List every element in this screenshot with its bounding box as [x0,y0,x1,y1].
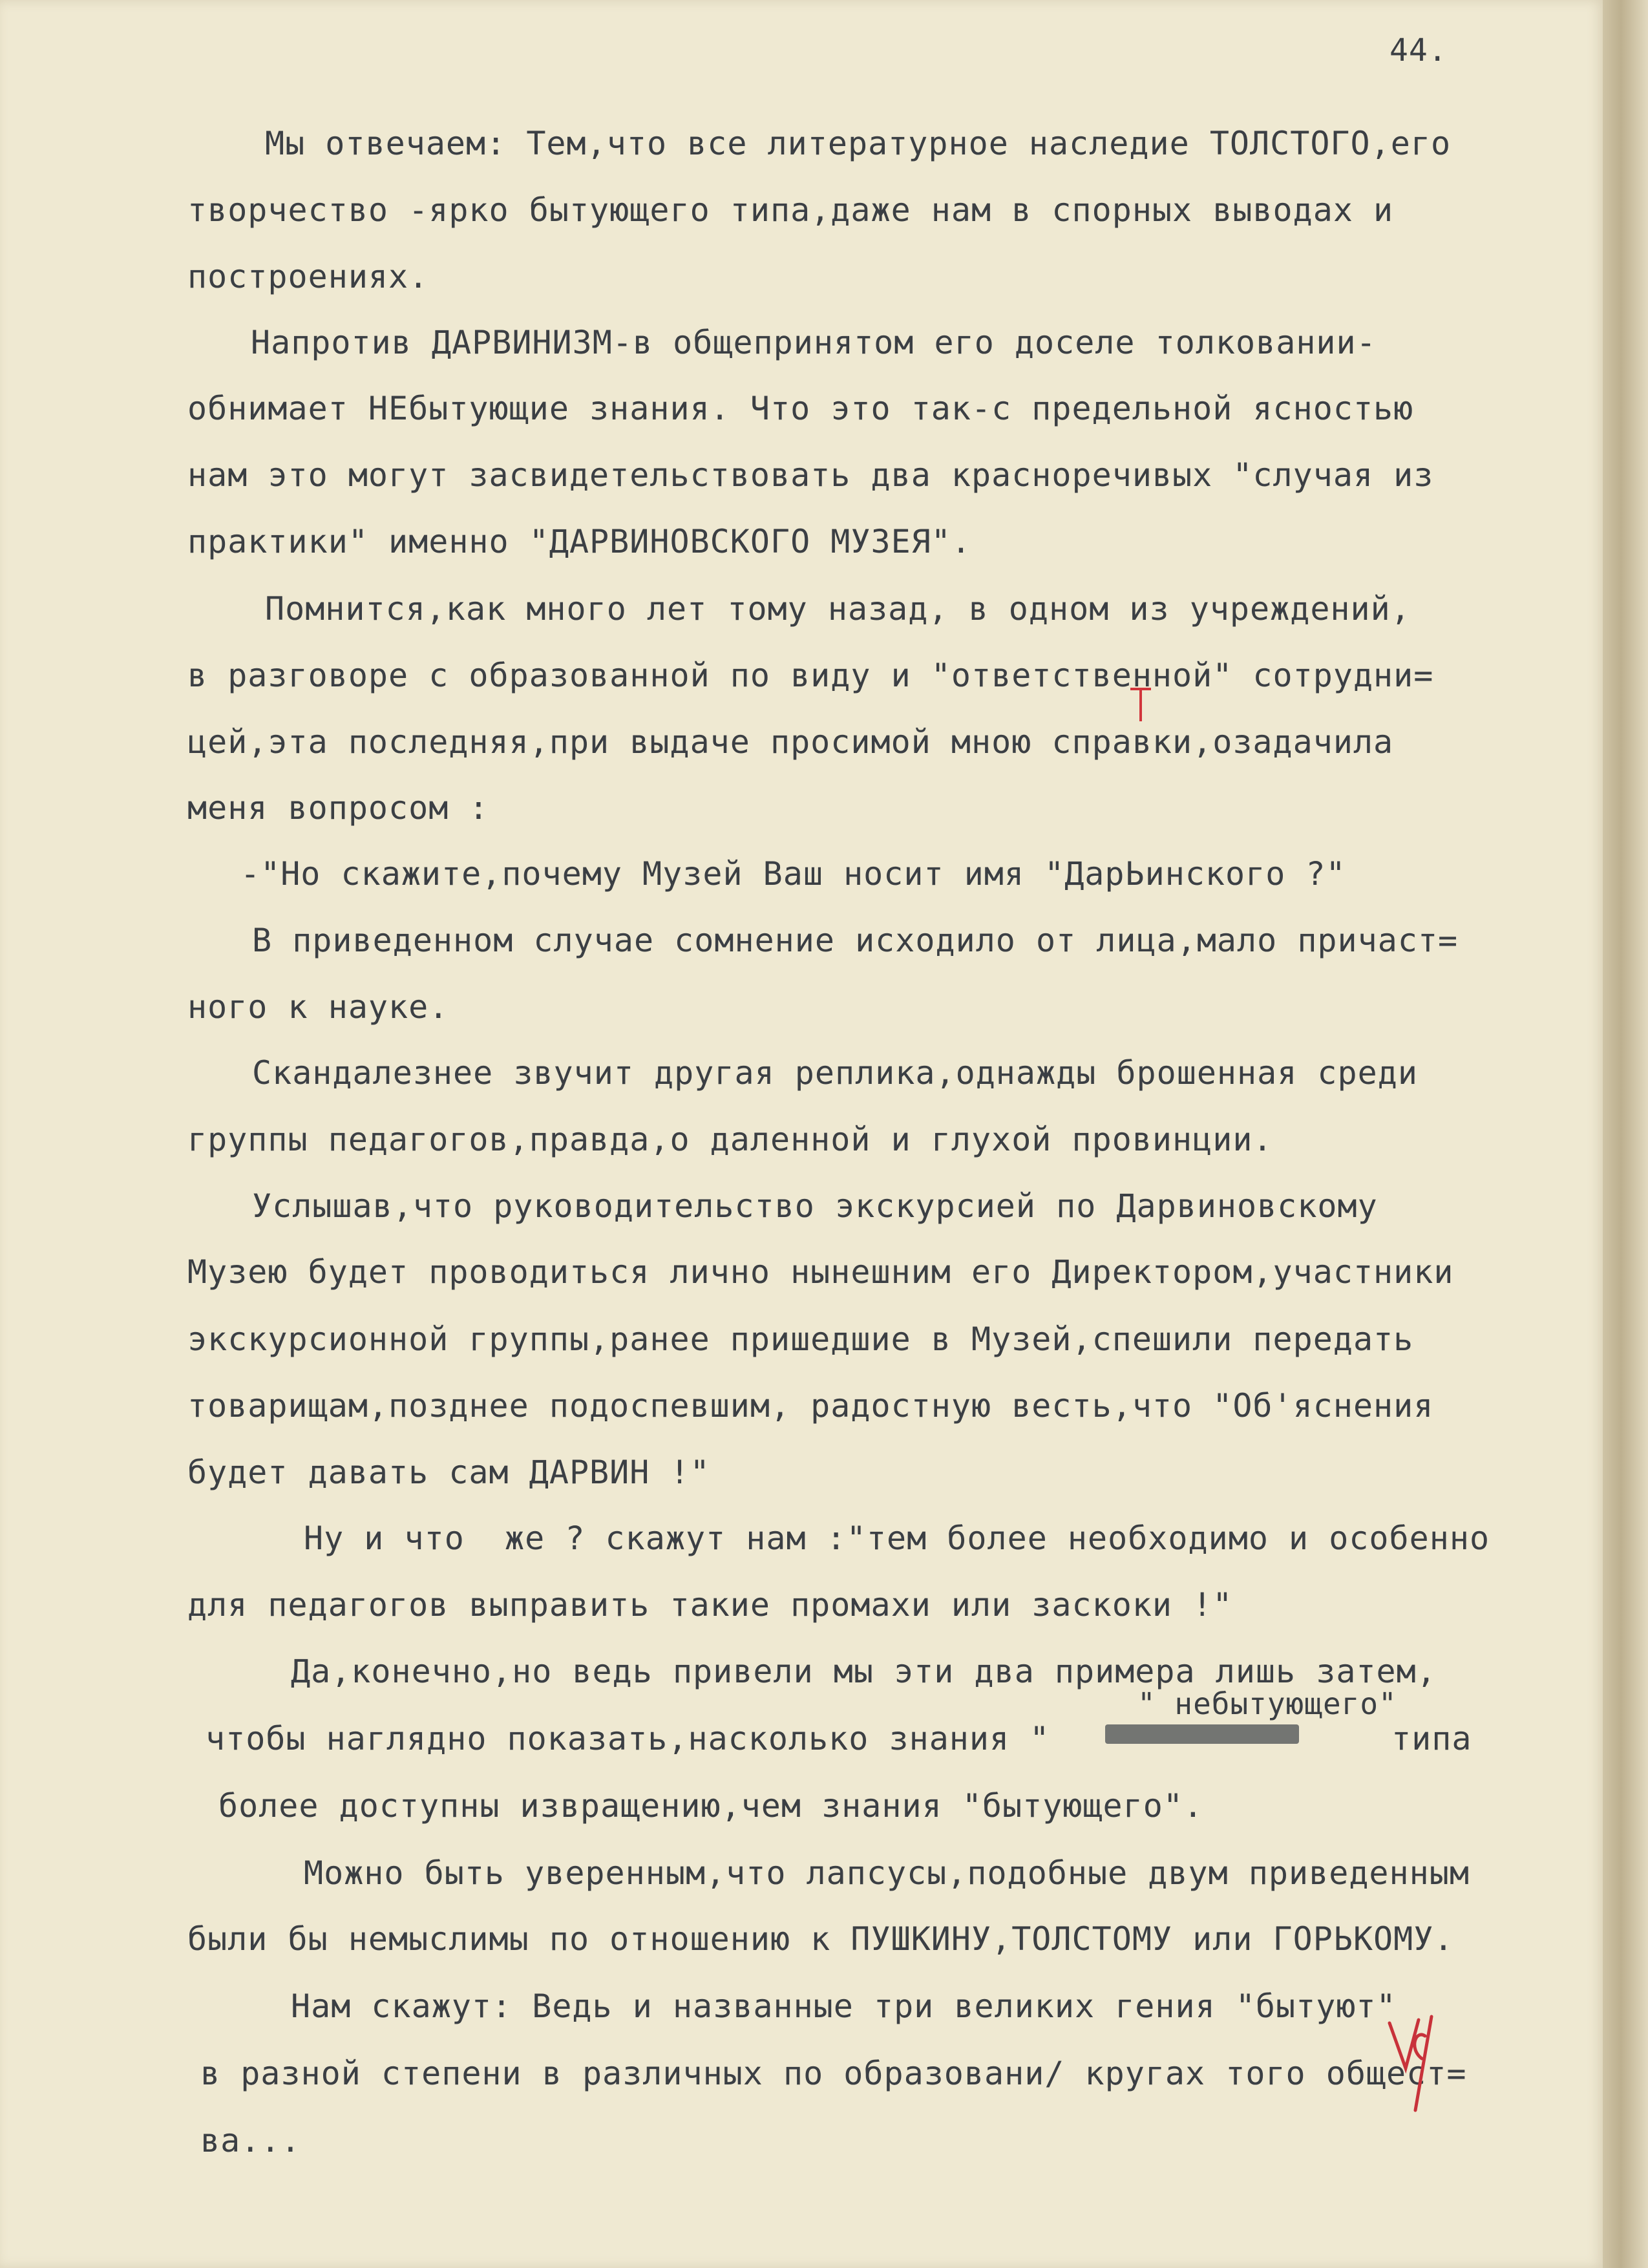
text-line-17: Услышав,что руководительство экскурсией по Дарвиновскому [252,1187,1378,1225]
text-line-7: практики" именно "ДАРВИНОВСКОГО МУЗЕЯ". [187,523,971,560]
text-line-1: Мы отвечаем: Тем,что все литературное наследие ТОЛСТОГО,его [265,125,1452,162]
text-line-24: Да,конечно,но ведь привели мы эти два примера лишь затем, [291,1653,1437,1690]
text-line-28: были бы немыслимы по отношению к ПУШКИНУ,ТОЛСТОМУ или ГОРЬКОМУ. [187,1920,1454,1958]
text-line-4: Напротив ДАРВИНИЗМ-в общепринятом его доселе толковании- [251,324,1377,361]
page-number: 44. [1389,32,1448,69]
text-line-16: группы педагогов,правда,о даленной и глухой провинции. [187,1121,1273,1158]
text-line-29: Нам скажут: Ведь и названные три великих гения "бытуют" [291,1987,1397,2025]
text-line-6: нам это могут засвидетельствовать два красноречивых "случая из [187,456,1434,494]
text-line-9: в разговоре с образованной по виду и "ответственной" сотрудни= [187,657,1434,694]
text-line-27: Можно быть уверенным,что лапсусы,подобные двум приведенным [304,1854,1470,1892]
text-line-31: ва... [200,2122,301,2159]
page-edge [1603,0,1648,2268]
text-line-3: построениях. [187,258,429,295]
insertion-above-line: " небытующего" [1137,1686,1397,1721]
text-line-25: чтобы наглядно показать,насколько знания " типа [206,1720,1472,1757]
text-line-13: В приведенном случае сомнение исходило от лица,мало причаст= [252,922,1459,959]
text-line-2: творчество -ярко бытующего типа,даже нам в спорных выводах и [187,191,1394,229]
text-line-8: Помнится,как много лет тому назад, в одном из учреждений, [265,590,1411,628]
text-line-22: Ну и что же ? скажут нам :"тем более необходимо и особенно [304,1520,1490,1557]
text-line-5: обнимает НЕбытующие знания. Что это так-с предельной ясностью [187,390,1414,427]
text-line-18: Музею будет проводиться лично нынешним его Директором,участники [187,1253,1454,1291]
text-line-21: будет давать сам ДАРВИН !" [187,1454,710,1491]
text-line-26: более доступны извращению,чем знания "бытующего". [218,1787,1204,1825]
red-correction-mark-icon [1128,685,1154,724]
text-line-14: ного к науке. [187,988,449,1026]
text-line-10: цей,эта последняя,при выдаче просимой мною справки,озадачила [187,723,1394,761]
text-line-30: в разной степени в различных по образовани/ кругах того общест= [200,2055,1467,2092]
text-line-20: товарищам,позднее подоспевшим, радостную весть,что "Об'яснения [187,1387,1434,1425]
red-pencil-mark-icon [1370,1997,1474,2114]
text-line-23: для педагогов выправить такие промахи или заскоки !" [187,1586,1233,1624]
text-line-11: меня вопросом : [187,789,489,827]
text-line-15: Скандалезнее звучит другая реплика,однажды брошенная среди [252,1054,1418,1092]
text-line-19: экскурсионной группы,ранее пришедшие в Музей,спешили передать [187,1320,1414,1358]
text-line-12: -"Но скажите,почему Музей Ваш носит имя "ДарЬинского ?" [240,855,1346,893]
